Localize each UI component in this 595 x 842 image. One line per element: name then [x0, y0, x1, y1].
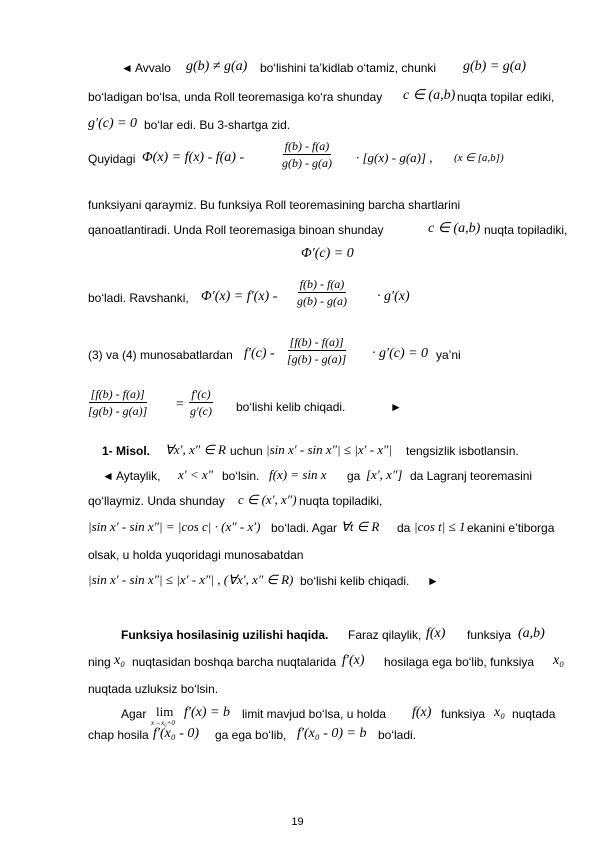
limit-subscript: x→x₀+0 [151, 719, 175, 727]
right-triangle-marker: ► [427, 574, 439, 588]
text: qo‘llaymiz. Unda shunday [88, 494, 225, 508]
text: bo‘lishini ta’kidlab o‘tamiz, chunki [260, 61, 437, 75]
formula: g(b) = g(a) [463, 59, 527, 74]
line-19 [0, 679, 595, 701]
line-13 [0, 491, 595, 513]
line-14 [0, 518, 595, 540]
text: funksiya [467, 628, 512, 642]
text: tengsizlik isbotlansin. [406, 444, 519, 458]
line-11 [0, 441, 595, 463]
text: nuqtasidan boshqa barcha nuqtalarida [132, 655, 337, 669]
formula: x₀ [114, 653, 126, 668]
text: nuqta topiladiki, [484, 223, 568, 237]
text: chap hosila [88, 728, 149, 742]
formula: |sin x′ - sin x″| ≤ |x′ - x″| , (∀x′, x″ ∈ R) [88, 572, 294, 587]
formula: Φ′(x) = f′(x) - [201, 289, 278, 304]
text: bo‘ladigan bo‘lsa, unda Roll teoremasiga ko‘ra shunday [88, 90, 383, 104]
fraction-denominator: g(b) - g(a) [297, 294, 347, 308]
formula: |cos t| ≤ 1 [414, 519, 466, 534]
page-number: 19 [291, 816, 304, 828]
line-18 [0, 652, 595, 674]
formula: f′(x) = b [184, 705, 230, 720]
text: qanoatlantiradi. Unda Roll teoremasiga binoan shunday [88, 223, 384, 237]
text: limit mavjud bo‘lsa, u holda [242, 707, 387, 721]
text: bo‘lishi kelib chiqadi. [236, 400, 346, 414]
fraction-numerator: f(b) - f(a) [284, 139, 330, 153]
formula: Φ(x) = f(x) - f(a) - [142, 150, 245, 165]
formula: · g′(x) [377, 289, 410, 304]
line-21 [0, 725, 595, 747]
text: da [397, 521, 411, 535]
text: funksiya [441, 707, 486, 721]
fraction-numerator: [f(b) - f(a)] [289, 335, 344, 349]
text: ya’ni [436, 348, 461, 362]
text: Agar [121, 707, 147, 721]
formula: c ∈ (a,b) [428, 221, 481, 236]
text: Faraz qilaylik, [348, 628, 422, 642]
formula: f(x) [426, 626, 446, 641]
fraction-denominator: g′(c) [190, 404, 212, 418]
line-10 [0, 384, 595, 428]
formula: Φ′(c) = 0 [301, 246, 354, 261]
text: nuqta topilar ediki, [457, 90, 555, 104]
formula: ∀x′, x″ ∈ R [165, 442, 226, 457]
text: funksiyani qaraymiz. Bu funksiya Roll teoremasining barcha shartlarini [88, 198, 461, 212]
line-7 [0, 245, 595, 267]
fraction-numerator: [f(b) - f(a)] [90, 387, 145, 401]
formula: f′(c) - [244, 346, 275, 361]
right-triangle-marker: ► [390, 400, 402, 414]
line-15 [0, 545, 595, 567]
line-1 [0, 58, 595, 80]
fraction [285, 334, 348, 367]
left-triangle-marker: ◄ [102, 469, 114, 483]
left-triangle-marker: ◄ [121, 61, 133, 75]
section-heading: Funksiya hosilasinig uzilishi haqida. [121, 628, 329, 642]
text: ekanini e’tiborga [467, 521, 555, 535]
formula: · g′(c) = 0 [372, 346, 429, 361]
text: hosilaga ega bo‘lib, funksiya [384, 655, 535, 669]
formula: g(b) ≠ g(a) [186, 59, 248, 74]
formula: |sin x′ - sin x″| ≤ |x′ - x″| [266, 442, 393, 457]
text: ga [347, 469, 361, 483]
equals-sign: = [175, 397, 185, 412]
example-label: 1- Misol. [102, 444, 151, 458]
line-3 [0, 115, 595, 137]
line-17 [0, 625, 595, 647]
formula: ∀t ∈ R [341, 519, 380, 534]
text: nuqtada uzluksiz bo‘lsin. [88, 682, 219, 696]
fraction [295, 276, 349, 309]
text: nuqta topiladiki, [299, 494, 383, 508]
line-5 [0, 195, 595, 217]
line-8 [0, 270, 595, 314]
text: (3) va (4) munosabatlardan [88, 348, 233, 362]
text: olsak, u holda yuqoridagi munosabatdan [88, 548, 304, 562]
text: Aytaylik, [116, 469, 161, 483]
line-12 [0, 466, 595, 488]
formula: |sin x′ - sin x″| = |cos c| · (x″ - x′) [88, 519, 261, 534]
fraction [86, 386, 149, 419]
text: Avvalo [135, 61, 171, 75]
formula: f′(x₀ - 0) [153, 726, 200, 741]
fraction [280, 138, 334, 171]
limit-operator: lim [156, 704, 174, 719]
formula: f′(x₀ - 0) = b [297, 726, 367, 741]
formula: f(x) [412, 705, 432, 720]
line-2 [0, 87, 595, 109]
text: ga ega bo‘lib, [215, 728, 287, 742]
text: da Lagranj teoremasini [410, 469, 533, 483]
formula: (x ∈ [a,b]) [454, 152, 504, 164]
text: Quyidagi [88, 152, 136, 166]
formula: x₀ [553, 653, 565, 668]
line-9 [0, 332, 595, 376]
formula: g′(c) = 0 [88, 116, 138, 131]
formula: x′ < x″ [178, 467, 214, 482]
text: bo‘lar edi. Bu 3-shartga zid. [144, 118, 291, 132]
formula: f(x) = sin x [269, 467, 327, 482]
formula: · [g(x) - g(a)] , [356, 150, 433, 165]
fraction-denominator: [g(b) - g(a)] [287, 352, 347, 366]
line-4 [0, 138, 595, 180]
text: bo‘ladi. Agar [271, 521, 338, 535]
fraction-denominator: [g(b) - g(a)] [88, 404, 148, 418]
formula: x₀ [494, 705, 506, 720]
formula: c ∈ (x′, x″) [238, 492, 297, 507]
text: uchun [230, 444, 263, 458]
fraction [188, 386, 214, 419]
fraction-numerator: f(b) - f(a) [299, 277, 345, 291]
formula: (a,b) [518, 626, 545, 641]
text: bo‘ladi. Ravshanki, [88, 291, 189, 305]
text: bo‘lishi kelib chiqadi. [300, 574, 410, 588]
text: bo‘lsin. [222, 469, 260, 483]
fraction-denominator: g(b) - g(a) [282, 156, 332, 170]
text: nuqtada [512, 707, 556, 721]
formula: [x′, x″] [366, 467, 403, 482]
line-16 [0, 571, 595, 593]
text: bo‘ladi. [378, 728, 417, 742]
formula: f′(x) [342, 653, 365, 668]
fraction-numerator: f′(c) [191, 387, 211, 401]
text: ning [88, 655, 111, 669]
line-6 [0, 220, 595, 242]
formula: c ∈ (a,b) [403, 88, 456, 103]
